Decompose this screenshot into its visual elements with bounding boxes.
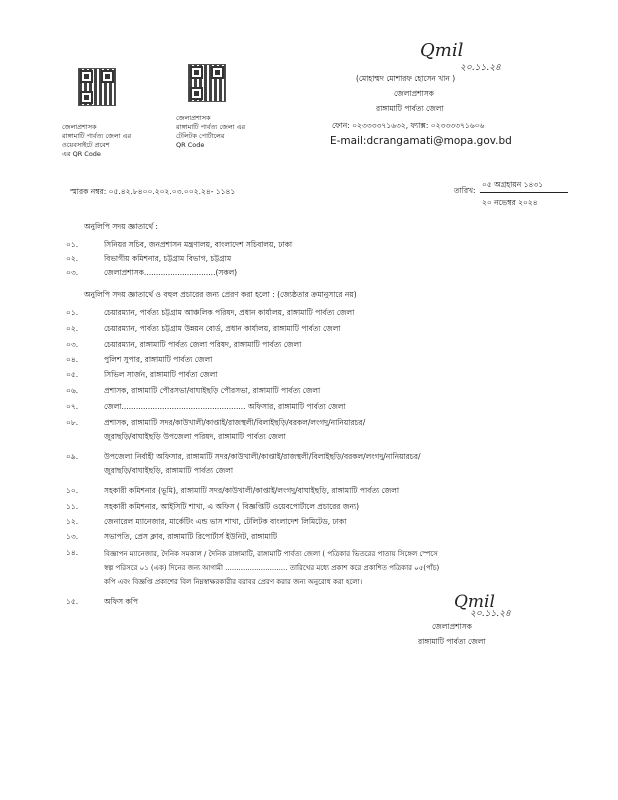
qr-left-caption-line: ওয়েবসাইটে প্রবেশ (62, 141, 110, 149)
item-text: চেয়ারম্যান, পার্বত্য চট্টগ্রাম আঞ্চলিক পরিষদ, প্রধান কার্যালয়, রাঙ্গামাটি পার্বত্য জেলা (104, 308, 355, 317)
qr-right-caption-line: জেলাপ্রশাসক (176, 114, 211, 122)
item-text: সভাপতি, প্রেস ক্লাব, রাঙ্গামাটি রিপোর্টার্স ইউনিট, রাঙ্গামাটি (104, 532, 278, 541)
item-number: ০১. (66, 308, 79, 317)
item-number: ০৬. (66, 386, 79, 395)
item-number: ১২. (66, 517, 79, 526)
item-text: প্রশাসক, রাঙ্গামাটি সদর/কাউখালী/কাপ্তাই/রাজস্থলী/বিলাইছড়ি/বরকল/লংগদু/নানিয়ারচর/ (104, 418, 366, 427)
item-text: জেলা.................................................... অফিসার, রাঙ্গামাটি পার্বত্য জেলা (104, 402, 346, 411)
bottom-signature-date: ২০.১১.২৪ (470, 609, 511, 619)
item-number: ১১. (66, 502, 79, 511)
item-text: সিনিয়র সচিব, জনপ্রশাসন মন্ত্রণালয়, বাংলাদেশ সচিবালয়, ঢাকা (104, 240, 293, 249)
item-text: প্রশাসক, রাঙ্গামাটি পৌরসভা/বাঘাইছড়ি পৌরসভা, রাঙ্গামাটি পার্বত্য জেলা (104, 386, 321, 395)
item-number: ০৩. (66, 340, 79, 349)
top-signature-scribble: Qmil (420, 40, 464, 61)
item-text-continued: জুরাছড়ি/বাঘাইছড়ি উপজেলা পরিষদ, রাঙ্গামাটি পার্বত্য জেলা (104, 432, 286, 441)
item-number: ০১. (66, 240, 79, 249)
item-number: ১৫. (66, 597, 79, 606)
qr-code-website-icon (78, 68, 116, 106)
memo-date-english: ২০ নভেম্বর ২০২৪ (482, 198, 538, 207)
item-text: সহকারী কমিশনার (ভূমি), রাঙ্গামাটি সদর/কাউখালী/কাপ্তাই/লংগদু/বাঘাইছড়ি, রাঙ্গামাটি পার্বত্য জেলা (104, 486, 400, 495)
qr-right-caption-line: টেলিটক পোর্টালের (176, 132, 225, 140)
item-text: জেনারেল ম্যানেজার, মার্কেটিং এন্ড ভাস শাখা, টেলিটক বাংলাদেশ লিমিটেড, ঢাকা (104, 517, 347, 526)
item-text-continued: জুরাছড়ি/বাঘাইছড়ি, রাঙ্গামাটি পার্বত্য জেলা (104, 466, 234, 475)
qr-left-caption-line: জেলাপ্রশাসক (62, 123, 97, 131)
item-text: চেয়ারম্যান, রাঙ্গামাটি পার্বত্য জেলা পরিষদ, রাঙ্গামাটি পার্বত্য জেলা (104, 340, 302, 349)
qr-left-caption (62, 123, 131, 159)
item-text: বিভাগীয় কমিশনার, চট্টগ্রাম বিভাগ, চট্টগ্রাম (104, 254, 232, 263)
section2-heading: অনুলিপি সদয় জ্ঞাতার্থে ও বহুল প্রচারের জন্য প্রেরণ করা হলো : (জ্যেষ্ঠতার ক্রমানুসারে নয়) (84, 290, 357, 299)
qr-right-caption (176, 114, 245, 150)
item-text: অফিস কপি (104, 597, 138, 606)
item-text: সিভিল সার্জন, রাঙ্গামাটি পার্বত্য জেলা (104, 370, 218, 379)
item-number: ১০. (66, 486, 79, 495)
bottom-office: রাঙ্গামাটি পার্বত্য জেলা (418, 637, 486, 646)
item-number: ১৪. (66, 548, 79, 557)
item-text-continued: কপি এবং বিজ্ঞপ্তি প্রকাশের বিল নিম্নস্বাক্ষরকারীর বরাবর প্রেরণ করার জন্য অনুরোধ করা হলো। (104, 578, 363, 586)
item-text: সহকারী কমিশনার, আইসিটি শাখা, এ অফিস ( বিজ্ঞপ্তিটি ওয়েবপোর্টালে প্রচারের জন্য) (104, 502, 360, 511)
memo-reference: স্মারক নম্বর: ০৫.৪২.৮৪০০.২০২.০৩.০০২.২৪- ১১৪১ (70, 187, 236, 196)
section1-heading: অনুলিপি সদয় জ্ঞাতার্থে : (84, 222, 158, 231)
date-divider (480, 192, 568, 193)
sender-office: রাঙ্গামাটি পার্বত্য জেলা (376, 104, 444, 113)
memo-date-bangla: ০৫ অগ্রহায়ন ১৪৩১ (482, 180, 544, 189)
item-text: জেলাপ্রশাসক..............................(সকল) (104, 268, 238, 277)
item-number: ০২. (66, 254, 79, 263)
item-text: পুলিশ সুপার, রাঙ্গামাটি পার্বত্য জেলা (104, 355, 213, 364)
sender-phone-fax: ফোন: ০২৩৩৩৩৭১৬৩২, ফ্যাক্স: ০২৩৩৩৩৭১৬০৬ (332, 121, 485, 130)
sender-designation: জেলাপ্রশাসক (394, 89, 434, 98)
item-number: ০৮. (66, 418, 79, 427)
sender-name: (মোহাম্মদ মোশারফ হোসেন খান ) (356, 74, 456, 83)
item-number: ০২. (66, 324, 79, 333)
item-number: ০৩. (66, 268, 79, 277)
item-number: ০৭. (66, 402, 79, 411)
item-text: উপজেলা নির্বাহী অফিসার, রাঙ্গামাটি সদর/কাউখালী/কাপ্তাই/রাজস্থলী/বিলাইছড়ি/বরকল/লংগদু/নানিয়ারচর/ (104, 452, 421, 461)
qr-left-caption-line: রাঙ্গামাটি পার্বত্য জেলা এর (62, 132, 132, 140)
qr-code-teletalk-icon (188, 64, 226, 102)
item-number: ০৪. (66, 355, 79, 364)
item-text: চেয়ারম্যান, পার্বত্য চট্টগ্রাম উন্নয়ন বোর্ড, প্রধান কার্যালয়, রাঙ্গামাটি পার্বত্য জেলা (104, 324, 341, 333)
qr-left-caption-line: এর QR Code (62, 150, 101, 158)
top-signature-date: ২০.১১.২৪ (460, 63, 501, 73)
bottom-signature-scribble: Qmil (454, 592, 495, 612)
qr-right-caption-line: QR Code (176, 141, 205, 149)
memo-date-label: তারিখ: (454, 186, 476, 195)
item-text: বিজ্ঞাপন ম্যানেজার, দৈনিক সমকাল / দৈনিক রাঙ্গামাটি, রাঙ্গামাটি পার্বত্য জেলা ( পত্রিকার ভিতরের পাতায় সিঙ্গেল স্পেসে (104, 550, 438, 558)
item-number: ০৫. (66, 370, 79, 379)
qr-right-caption-line: রাঙ্গামাটি পার্বত্য জেলা এর (176, 123, 246, 131)
item-text-continued: স্বল্প পরিসরে ০১ (এক) দিনের জন্য আগামী ............................ তারিখের মধ্যে প্রকাশ করে প্রকাশিত পত্রিকার ০৫(পাঁচ) (104, 564, 440, 572)
bottom-designation: জেলাপ্রশাসক (432, 622, 472, 631)
item-number: ১৩. (66, 532, 79, 541)
sender-email: E-mail:dcrangamati@mopa.gov.bd (330, 135, 512, 147)
item-number: ০৯. (66, 452, 79, 461)
